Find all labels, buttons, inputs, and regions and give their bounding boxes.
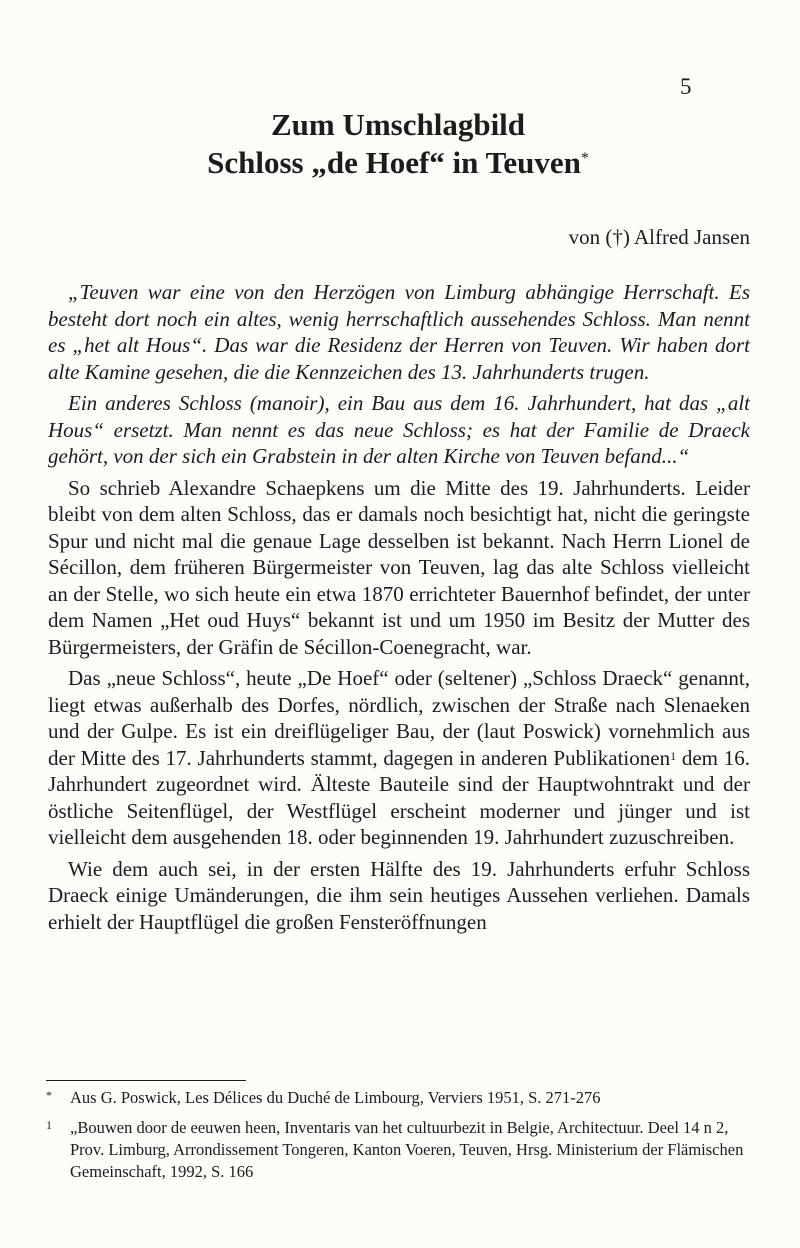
author-line: von (†) Alfred Jansen <box>568 225 750 249</box>
footnote-star-text: Aus G. Poswick, Les Délices du Duché de Limbourg, Verviers 1951, S. 271-276 <box>70 1088 601 1107</box>
article-title <box>48 106 748 182</box>
title-footnote-marker: * <box>580 150 589 167</box>
quote-paragraph-1: „Teuven war eine von den Herzögen von Limburg abhängige Herrschaft. Es besteht dort noch ein altes, wenig herrschaftlich aussehendes Schloss. Man nennt es „het alt Hous“. Das war die Residenz der Herren von Teuven. Wir haben dort alte Kamine gesehen, die die Kennzeichen des 13. Jahrhunderts trugen. <box>48 280 750 384</box>
footnote-star <box>46 1087 750 1109</box>
body-paragraph-2 <box>48 665 750 851</box>
title-line-1: Zum Umschlagbild <box>270 107 526 142</box>
footnote-ref-1: 1 <box>670 748 677 763</box>
title-line-2-text: Schloss „de Hoef“ in Teuven <box>207 145 581 180</box>
footnote-star-marker: * <box>46 1088 52 1102</box>
title-line-2 <box>48 144 748 182</box>
article-body <box>48 279 750 935</box>
footnote-1-marker: 1 <box>46 1118 52 1132</box>
body-paragraph-3: Wie dem auch sei, in der ersten Hälfte des 19. Jahrhunderts erfuhr Schloss Draeck einige Umänderungen, die ihm sein heutiges Aussehen verliehen. Damals erhielt der Hauptflügel die großen Fensteröffnungen <box>48 856 750 934</box>
quote-paragraph-2: Ein anderes Schloss (manoir), ein Bau aus dem 16. Jahrhundert, hat das „alt Hous“ ersetzt. Man nennt es das neue Schloss; es hat der Familie de Draeck gehört, von der sich ein Grabstein in der alten Kirche von Teuven befand...“ <box>48 391 750 468</box>
body-paragraph-2-after: dem 16. Jahrhundert zugeordnet wird. Älteste Bauteile sind der Hauptwohntrakt und der östliche Seitenflügel, der Westflügel erscheint moderner und jünger und ist vielleicht dem ausgehenden 18. oder beginnenden 19. Jahrhundert zuzuschreiben. <box>48 745 750 849</box>
footnotes <box>46 1087 750 1191</box>
page-number: 5 <box>680 74 692 99</box>
footnote-1 <box>46 1117 750 1183</box>
body-paragraph-1: So schrieb Alexandre Schaepkens um die Mitte des 19. Jahrhunderts. Leider bleibt von dem alten Schloss, das er damals noch besichtigt hat, nicht die geringste Spur und nicht mal die genaue Lage desselben ist bekannt. Nach Herrn Lionel de Sécillon, dem früheren Bürgermeister von Teuven, lag das alte Schloss vielleicht an der Stelle, wo sich heute ein etwa 1870 errichteter Bauernhof befindet, der unter dem Namen „Het oud Huys“ bekannt ist und um 1950 im Besitz der Mutter des Bürgermeisters, der Gräfin de Sécillon-Coenegracht, war. <box>48 475 750 659</box>
footnote-divider <box>46 1080 246 1081</box>
body-paragraph-2-before: Das „neue Schloss“, heute „De Hoef“ oder (seltener) „Schloss Draeck“ genannt, liegt etwas außerhalb des Dorfes, nördlich, zwischen der Straße nach Slenaeken und der Gulpe. Es ist ein dreiflügeliger Bau, der (laut Poswick) vornehmlich aus der Mitte des 17. Jahrhunderts stammt, dagegen in anderen Publikationen <box>48 666 750 770</box>
footnote-1-text: „Bouwen door de eeuwen heen, Inventaris van het cultuurbezit in Belgie, Architectuur. Deel 14 n 2, Prov. Limburg, Arrondissement Tongeren, Kanton Voeren, Teuven, Hrsg. Ministerium der Flämischen Gemeinschaft, 1992, S. 166 <box>70 1118 744 1181</box>
